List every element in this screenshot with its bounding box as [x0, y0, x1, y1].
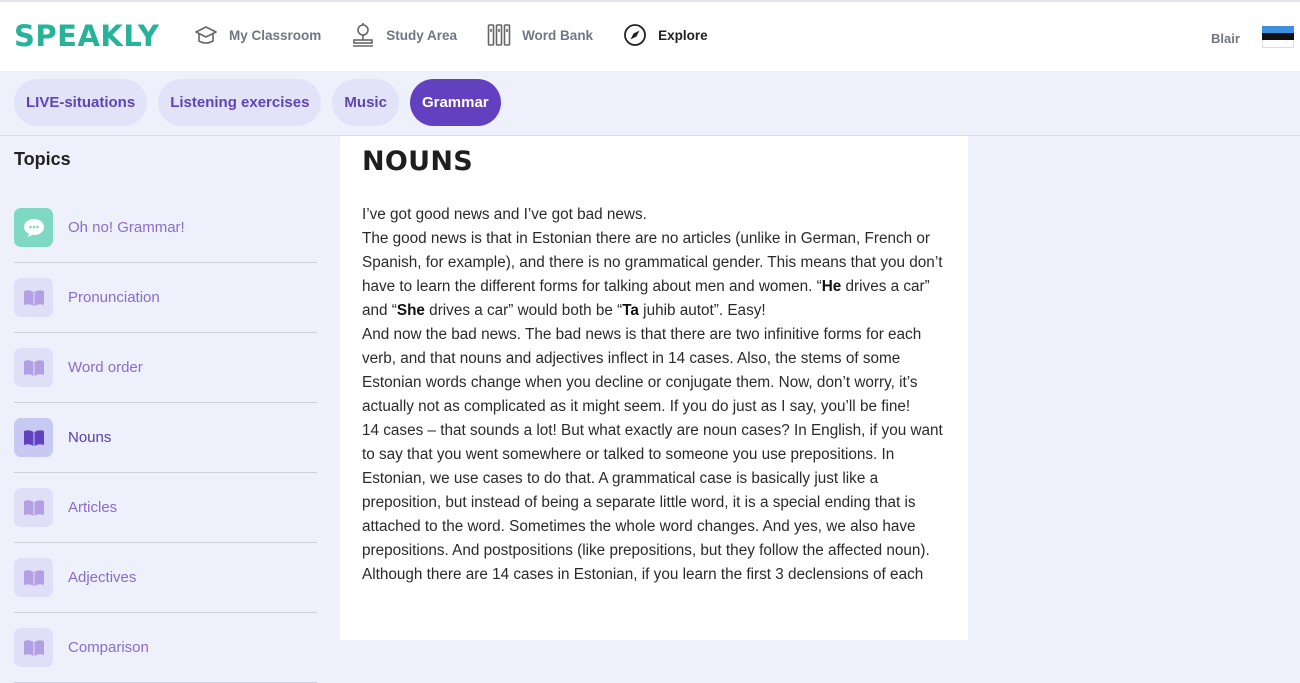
nav-label: Study Area	[386, 27, 458, 43]
topic-label: Comparison	[68, 639, 149, 656]
top-bar	[0, 0, 1300, 71]
book-icon	[14, 488, 53, 527]
nav-label: Word Bank	[522, 27, 594, 43]
language-flag-icon[interactable]	[1262, 26, 1294, 48]
desk-lamp-icon	[351, 22, 375, 48]
chat-bubble-icon	[14, 208, 53, 247]
nav-study-area[interactable]	[351, 22, 457, 48]
book-icon	[14, 278, 53, 317]
paragraph: The good news is that in Estonian there are no articles (unlike in German, French or Spanish, for example), and there is no grammatical gender. This means that you don’t have to learn the different forms for talking about men and women. “He drives a car” and “She drives a car” would both be “Ta juhib autot”. Easy!	[362, 230, 943, 319]
paragraph: Although there are 14 cases in Estonian, if you learn the first 3 declensions of each	[362, 566, 924, 583]
nav-label: My Classroom	[229, 27, 322, 43]
topic-label: Oh no! Grammar!	[68, 219, 185, 236]
user-name[interactable]: Blair	[1211, 31, 1240, 46]
nav-label: Explore	[658, 27, 708, 43]
topic-oh-no-grammar[interactable]	[14, 193, 317, 263]
compass-icon	[623, 22, 647, 48]
topics-heading: Topics	[14, 149, 71, 169]
topic-label: Pronunciation	[68, 289, 160, 306]
tab-live-situations[interactable]: LIVE-situations	[14, 79, 147, 126]
books-icon	[487, 22, 511, 48]
graduation-cap-icon	[194, 22, 218, 48]
book-icon	[14, 418, 53, 457]
tab-music[interactable]: Music	[332, 79, 399, 126]
paragraph: And now the bad news. The bad news is that there are two infinitive forms for each verb, and that nouns and adjectives inflect in 14 cases. Also, the stems of some Estonian words change when you decline or conjugate them. Now, don’t worry, it’s actually not as complicated as it might seem. If you do just as I say, you’ll be fine!	[362, 326, 922, 415]
topic-nouns[interactable]	[14, 403, 317, 473]
topic-label: Articles	[68, 499, 118, 516]
main-nav	[194, 22, 738, 48]
book-icon	[14, 628, 53, 667]
nav-word-bank[interactable]	[487, 22, 593, 48]
nav-my-classroom[interactable]	[194, 22, 321, 48]
book-icon	[14, 348, 53, 387]
paragraph: I’ve got good news and I’ve got bad news.	[362, 206, 647, 223]
speakly-logo[interactable]: SPEAKLY	[14, 19, 160, 53]
nav-explore[interactable]	[623, 22, 708, 48]
topic-pronunciation[interactable]	[14, 263, 317, 333]
topic-label: Word order	[68, 359, 143, 376]
topics-sidebar	[14, 136, 317, 656]
topic-comparison[interactable]	[14, 613, 317, 683]
topic-label: Nouns	[68, 429, 112, 446]
paragraph: 14 cases – that sounds a lot! But what exactly are noun cases? In English, if you want to say that you went somewhere or talked to someone you use prepositions. In Estonian, we use cases to do that. A grammatical case is basically just like a preposition, but instead of being a separate little word, it is a special ending that is attached to the word. Sometimes the whole word changes. And yes, we also have prepositions. And postpositions (like prepositions, but they follow the affected noun).	[362, 422, 943, 559]
lesson-article	[340, 136, 968, 640]
tab-grammar[interactable]: Grammar	[410, 79, 501, 126]
topic-adjectives[interactable]	[14, 543, 317, 613]
tab-listening-exercises[interactable]: Listening exercises	[158, 79, 321, 126]
topic-label: Adjectives	[68, 569, 137, 586]
topic-word-order[interactable]	[14, 333, 317, 403]
category-tabs	[14, 79, 512, 126]
article-title: NOUNS	[362, 146, 474, 177]
topic-articles[interactable]	[14, 473, 317, 543]
book-icon	[14, 558, 53, 597]
